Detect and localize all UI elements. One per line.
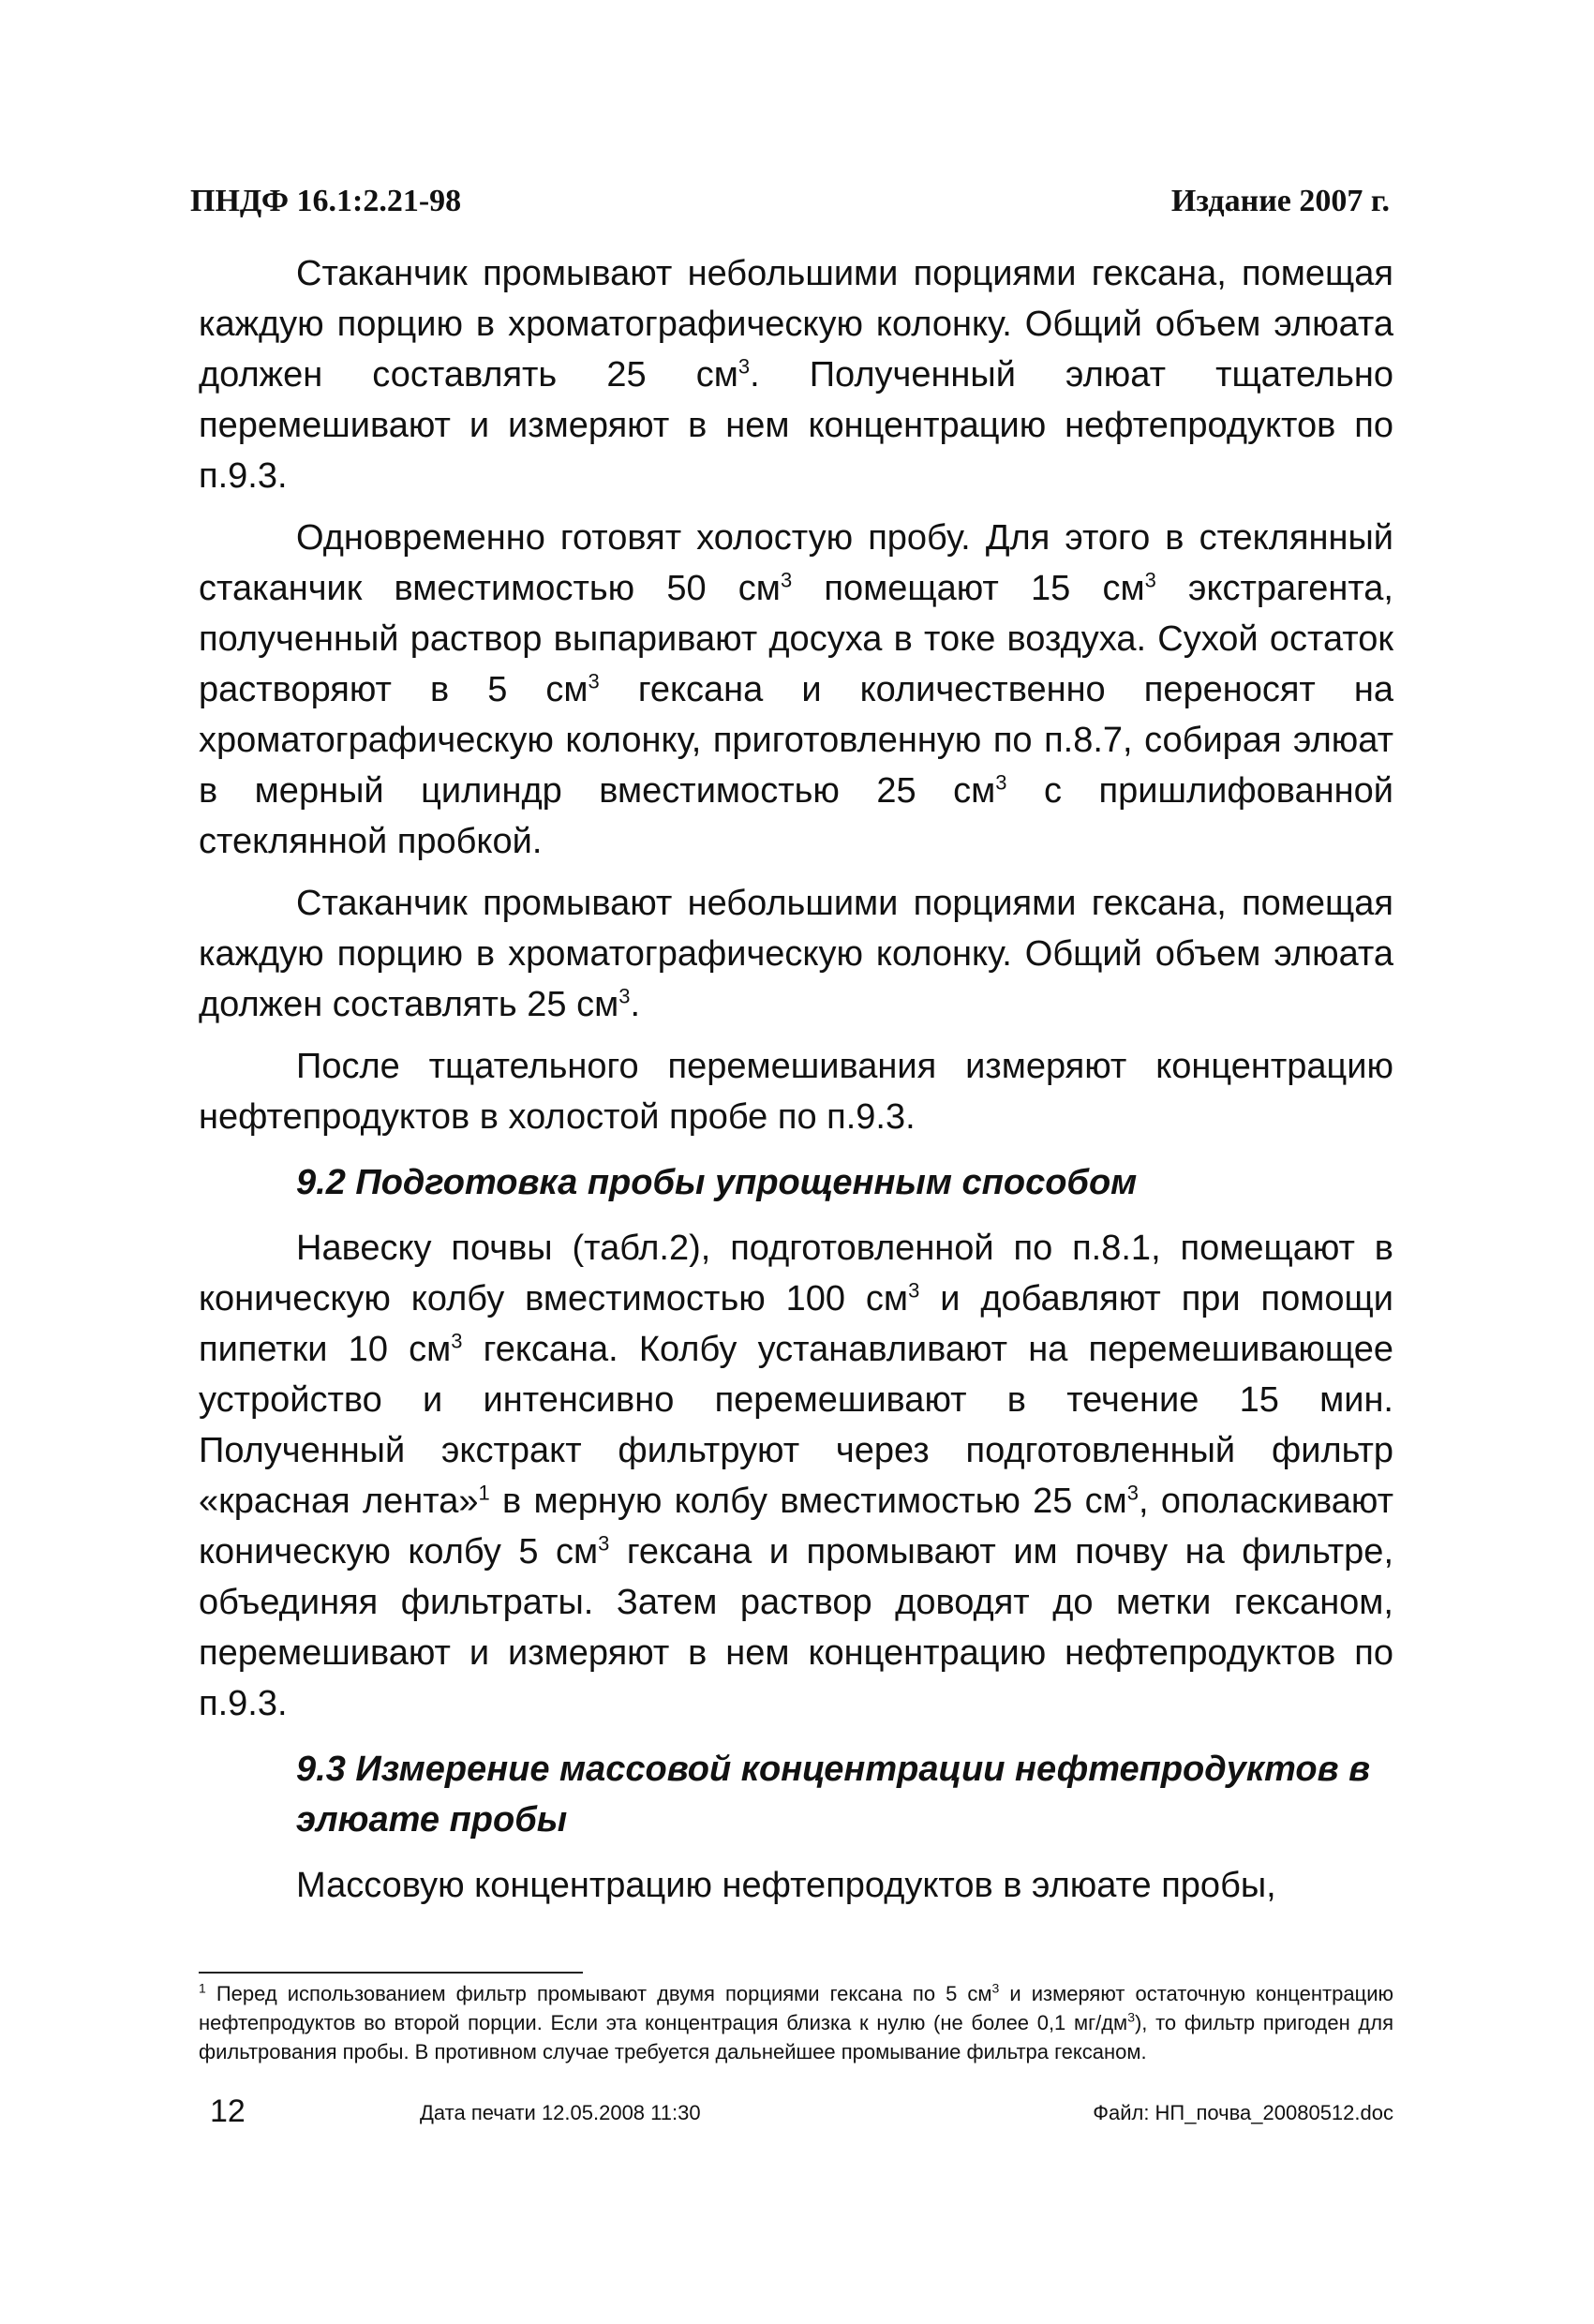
paragraph-2: Одновременно готовят холостую пробу. Для этого в стеклянный стаканчик вместимостью 50 $см^3$ помещают 15 $см^3$ экстрагента, полученный раствор выпаривают досуха в токе воздуха. Сухой остаток растворяют в 5 $см^3$ гексана и количественно переносят на хроматографическую колонку, приготовленную по п.8.7, собирая элюат в мерный цилиндр вместимостью 25 $см^3$ с пришлифованной стеклянной пробкой. — [199, 518, 1393, 861]
section-heading-9-3: 9.3 Измерение массовой концентрации нефтепродуктов в элюате пробы — [296, 1750, 1371, 1840]
paragraph-1: Стаканчик промывают небольшими порциями гексана, помещая каждую порцию в хроматографическую колонку. Общий объем элюата должен составлять 25 $см^3$. Полученный элюат тщательно перемешивают и измеряют в нем концентрацию нефтепродуктов по п.9.3. — [199, 254, 1393, 496]
page-number: 12 — [210, 2093, 246, 2129]
edition-label: Издание 2007 г. — [1170, 184, 1390, 218]
page-footer — [199, 2093, 1393, 2131]
footnote: $^1$ Перед использованием фильтр промывают двумя порциями гексана по 5 $см^3$ и измеряют остаточную концентрацию нефтепродуктов во второй порции. Если эта концентрация близка к нулю (не более 0,1 $мг/дм^3$), то фильтр пригоден для фильтрования пробы. В противном случае требуется дальнейшее промывание фильтра гексаном. — [199, 1980, 1393, 2063]
main-text — [199, 248, 1393, 1922]
footnote-divider — [199, 1972, 583, 1974]
document-code: ПНДФ 16.1:2.21-98 — [190, 184, 462, 218]
running-header — [190, 184, 1390, 231]
section-heading-9-2: 9.2 Подготовка пробы упрощенным способом — [296, 1163, 1138, 1202]
paragraph-6: Массовую концентрацию нефтепродуктов в элюате пробы, — [296, 1866, 1276, 1905]
paragraph-5: Навеску почвы (табл.2), подготовленной по п.8.1, помещают в коническую колбу вместимостью 100 $см^3$ и добавляют при помощи пипетки 10 $см^3$ гексана. Колбу устанавливают на перемешивающее устройство и интенсивно перемешивают в течение 15 мин. Полученный экстракт фильтруют через подготовленный фильтр «красная лента»$^1$ в мерную колбу вместимостью 25 $см^3$, ополаскивают коническую колбу 5 $см^3$ гексана и промывают им почву на фильтре, объединяя фильтраты. Затем раствор доводят до метки гексаном, перемешивают и измеряют в нем концентрацию нефтепродуктов по п.9.3. — [199, 1229, 1393, 1723]
paragraph-3: Стаканчик промывают небольшими порциями гексана, помещая каждую порцию в хроматографическую колонку. Общий объем элюата должен составлять 25 $см^3$. — [199, 884, 1393, 1024]
file-name: Файл: НП_почва_20080512.doc — [1093, 2101, 1393, 2124]
paragraph-4: После тщательного перемешивания измеряют концентрацию нефтепродуктов в холостой пробе по п.9.3. — [199, 1047, 1393, 1137]
print-date: Дата печати 12.05.2008 11:30 — [420, 2101, 701, 2124]
footnote-mark: 1 — [199, 1980, 206, 1996]
